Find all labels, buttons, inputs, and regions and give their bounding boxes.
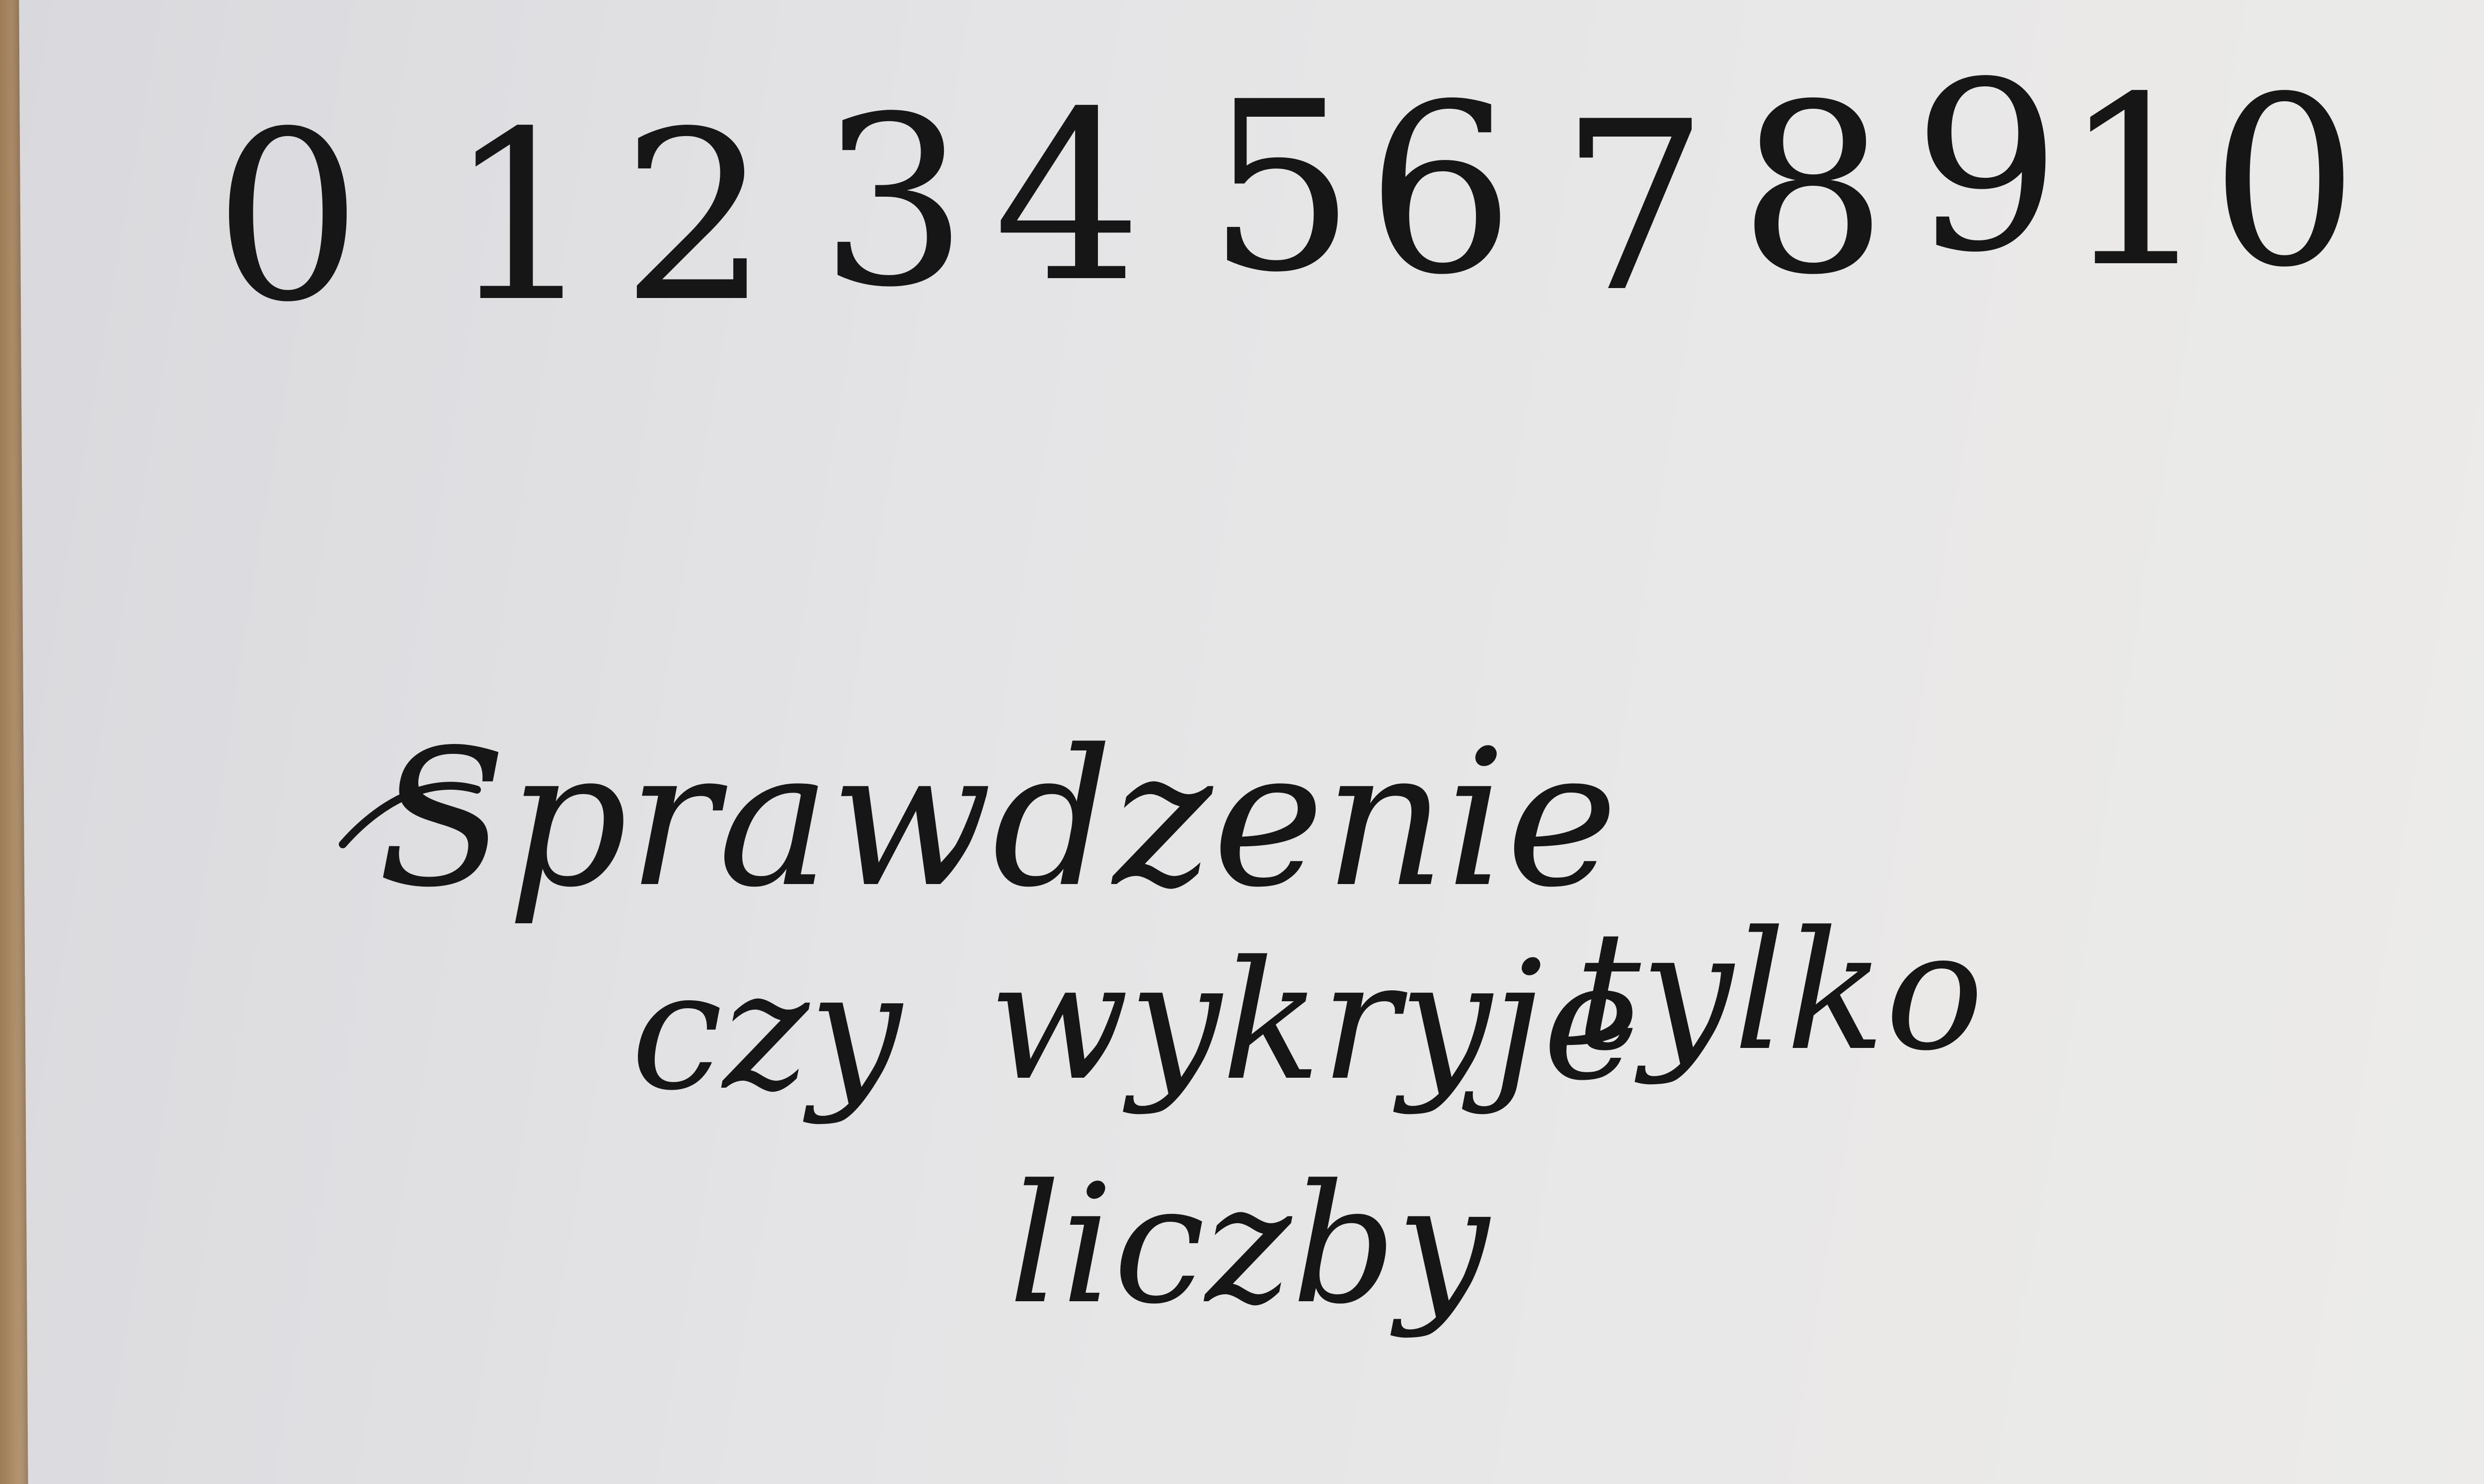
handwritten-sentence [343,709,1984,1340]
digit-5: 5 [1207,52,1356,323]
digit-6: 6 [1366,54,1515,326]
digit-7: 7 [1560,72,1709,343]
digit-3: 3 [820,67,969,338]
word-tylko: tylko [1575,896,1984,1087]
digit-10: 10 [2062,47,2359,318]
sentence-line-1: Sprawdzenie [378,709,1618,929]
word-czy: czy [631,936,902,1126]
sentence-line-3: liczby [1009,1149,1489,1340]
digits-row [214,32,2359,353]
digit-2: 2 [621,81,770,353]
digit-9: 9 [1913,32,2062,303]
digit-4: 4 [994,62,1143,333]
digit-1: 1 [447,81,596,353]
digit-8: 8 [1739,54,1888,326]
word-wykryje: wykryje [989,926,1640,1116]
digit-0: 0 [214,81,363,353]
